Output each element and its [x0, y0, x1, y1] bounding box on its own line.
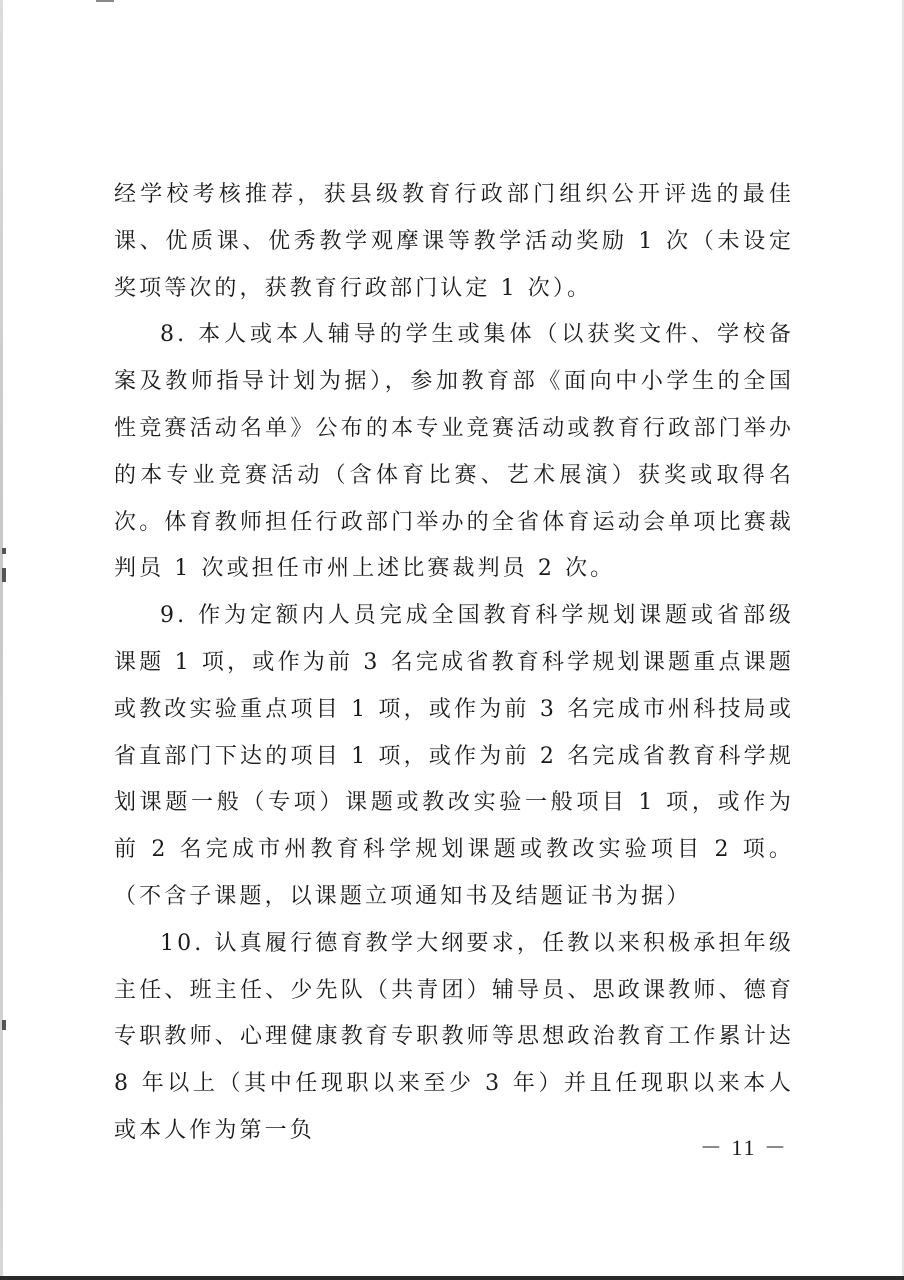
paragraph-item-9: 9. 作为定额内人员完成全国教育科学规划课题或省部级课题 1 项，或作为前 3 名完成省教育科学规划课题重点课题或教改实验重点项目 1 项，或作为前 3 名完成市州科技局或省直部门下达的项目 1 项，或作为前 2 名完成省教育科学规划课题一般（专项）课题或教改实验一般项目 1 项，或作为前 2 名完成市州教育科学规划课题或教改实验项目 2 项。（不含子课题，以课题立项通知书及结题证书为据）: [114, 603, 794, 909]
document-body: [114, 172, 794, 1155]
paragraph-item-10: 10. 认真履行德育教学大纲要求，任教以来积极承担年级主任、班主任、少先队（共青团）辅导员、思政课教师、德育专职教师、心理健康教育专职教师等思想政治教育工作累计达 8 年以上（其中任现职以来至少 3 年）并且任现职以来本人或本人作为第一负: [114, 930, 794, 1143]
scan-left-edge: [0, 0, 3, 1280]
paragraph-continuation: 经学校考核推荐，获县级教育行政部门组织公开评选的最佳课、优质课、优秀教学观摩课等教学活动奖励 1 次（未设定奖项等次的，获教育行政部门认定 1 次）。: [114, 182, 794, 301]
scan-bottom-edge: [0, 1276, 904, 1280]
scan-mark: [2, 1020, 6, 1030]
scan-mark: [2, 548, 6, 554]
scan-mark: [2, 568, 6, 582]
paragraph-item-8: 8. 本人或本人辅导的学生或集体（以获奖文件、学校备案及教师指导计划为据），参加教育部《面向中小学生的全国性竞赛活动名单》公布的本专业竞赛活动或教育行政部门举办的本专业竞赛活动（含体育比赛、艺术展演）获奖或取得名次。体育教师担任行政部门举办的全省体育运动会单项比赛裁判员 1 次或担任市州上述比赛裁判员 2 次。: [114, 322, 794, 582]
page-number: － 11 －: [699, 1135, 788, 1160]
scan-top-mark: [96, 0, 114, 2]
